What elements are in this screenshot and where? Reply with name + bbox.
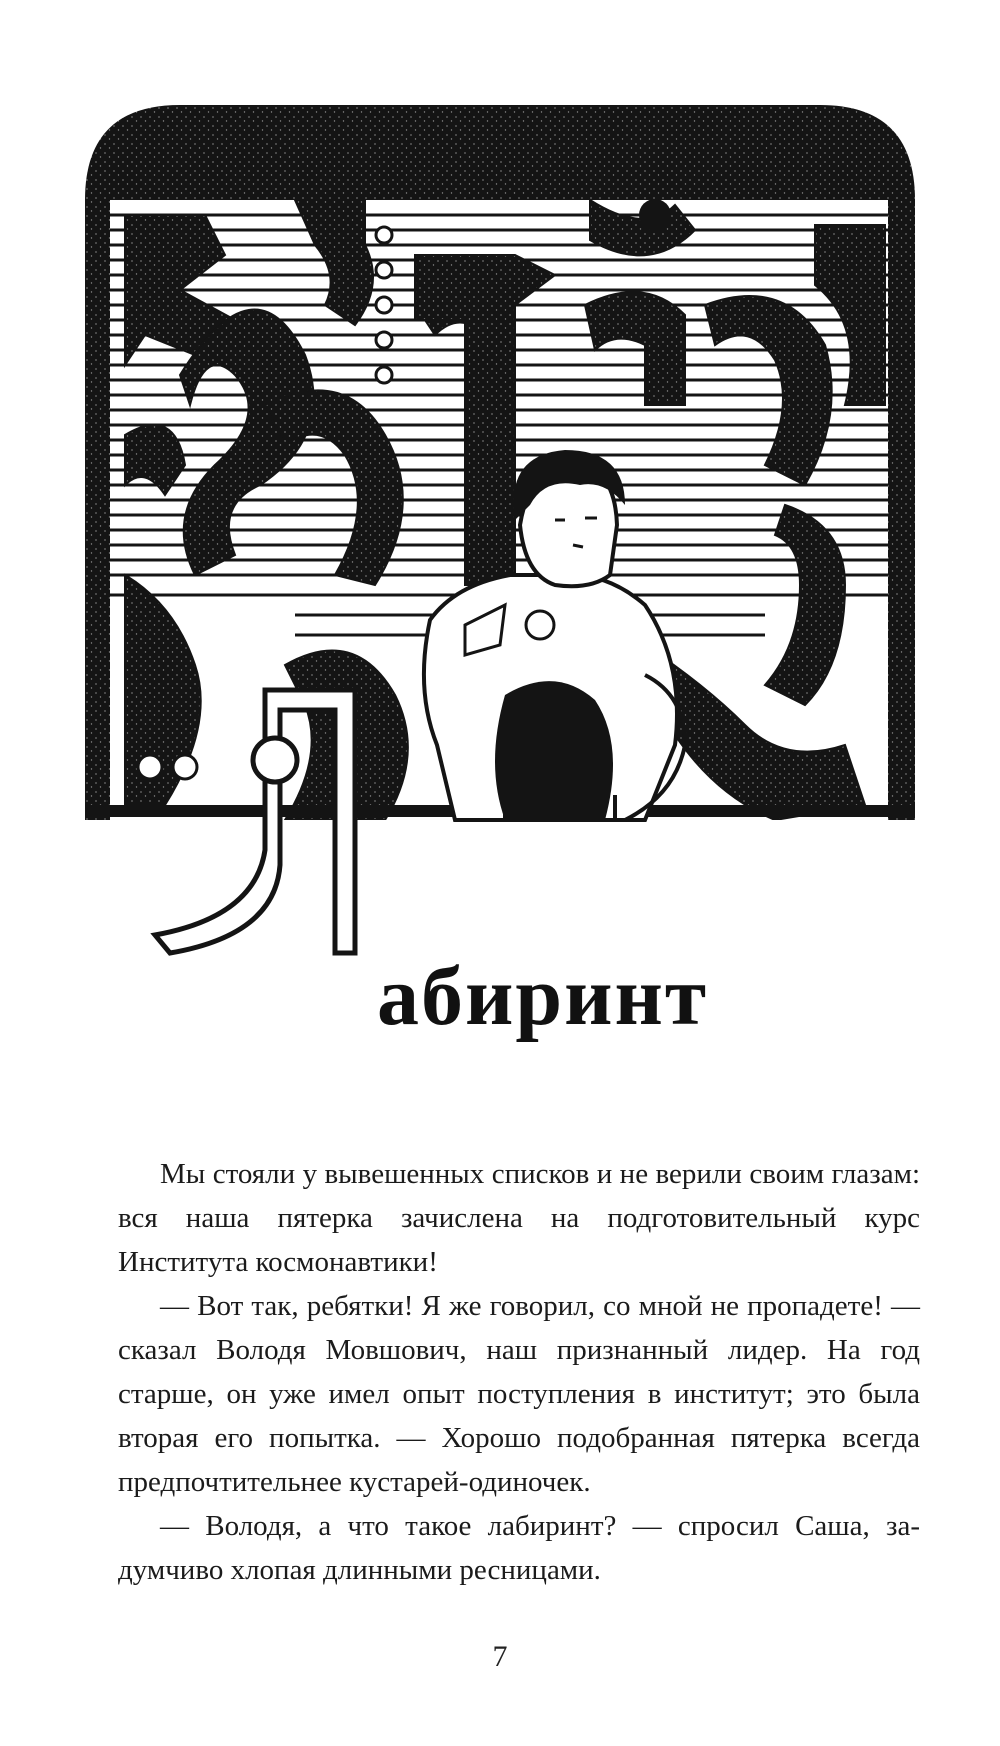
page-number: 7 bbox=[492, 1640, 508, 1673]
paragraph: — Володя, а что такое лабиринт? — спросил Саша, задумчиво хлопая длинными ресницами. bbox=[118, 1510, 920, 1586]
chapter-illustration bbox=[85, 105, 915, 1095]
paragraph: — Вот так, ребятки! Я же говорил, со мной не пропадете! — сказал Володя Мовшович, наш признанный лидер. На год старше, он уже имел опыт поступления в институт; это была вторая его попытка. — Хорошо подобранная пятерка всегда предпочтительнее кустарей-одиночек. bbox=[118, 1290, 920, 1498]
paragraph: Мы стояли у вывешенных списков и не верили своим глазам: вся наша пятерка зачислена на подготовительный курс Института космонавтики! bbox=[118, 1158, 920, 1278]
chapter-title-text: абиринт bbox=[377, 950, 709, 1043]
chapter-title bbox=[377, 950, 709, 1043]
body-text bbox=[118, 1152, 920, 1592]
